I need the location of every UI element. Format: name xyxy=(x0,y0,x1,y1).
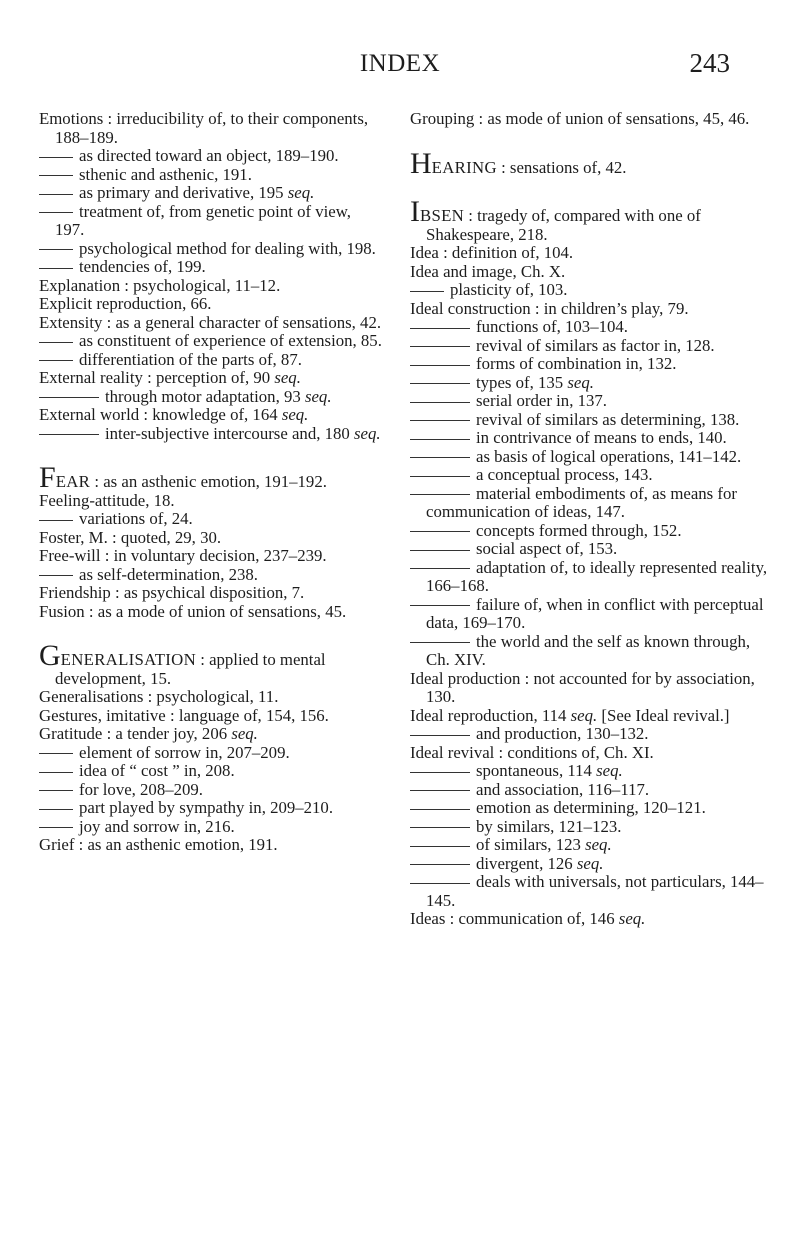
italic-text: seq. xyxy=(570,705,598,725)
section-gap xyxy=(410,177,770,203)
index-subentry xyxy=(39,166,384,185)
repeat-dash xyxy=(410,531,470,532)
index-entry xyxy=(39,529,384,548)
section-gap xyxy=(39,443,384,469)
index-subentry xyxy=(410,855,770,874)
heading-word: EAR xyxy=(55,472,91,491)
entry-text: : applied to mental development, 15. xyxy=(55,650,326,688)
index-entry xyxy=(39,110,384,147)
page-number: 243 xyxy=(689,48,730,78)
entry-text: as basis of logical operations, 141–142. xyxy=(476,446,742,466)
entry-text: : tragedy of, compared with one of Shakespeare, 218. xyxy=(426,206,701,244)
italic-text: seq. xyxy=(353,423,381,443)
repeat-dash xyxy=(39,809,73,810)
repeat-dash xyxy=(410,402,470,403)
entry-text: material embodiments of, as means for communication of ideas, 147. xyxy=(426,483,737,521)
initial-capital: G xyxy=(39,639,61,672)
repeat-dash xyxy=(410,420,470,421)
entry-text: functions of, 103–104. xyxy=(476,317,628,336)
entry-text: Gratitude : a tender joy, 206 xyxy=(39,724,228,743)
index-entry xyxy=(39,639,384,688)
entry-text: of similars, 123 xyxy=(476,835,581,854)
entry-text: the world and the self as known through, Ch. XIV. xyxy=(426,631,751,669)
heading-word: BSEN xyxy=(420,206,465,225)
entry-text: psychological method for dealing with, 198. xyxy=(79,238,376,258)
index-subentry xyxy=(39,203,384,240)
index-subentry xyxy=(39,744,384,763)
index-entry xyxy=(410,910,770,929)
index-subentry xyxy=(39,762,384,781)
right-index-column xyxy=(410,110,770,929)
entry-text: revival of similars as factor in, 128. xyxy=(476,335,715,355)
running-title: INDEX xyxy=(359,50,441,77)
index-subentry xyxy=(410,836,770,855)
heading-word: EARING xyxy=(431,157,497,177)
italic-text: seq. xyxy=(287,183,315,202)
italic-text: seq. xyxy=(281,405,309,424)
index-subentry xyxy=(410,466,770,485)
entry-text: in contrivance of means to ends, 140. xyxy=(476,428,727,447)
index-entry xyxy=(410,670,770,707)
repeat-dash xyxy=(410,346,470,347)
index-entry xyxy=(39,406,384,425)
index-subentry xyxy=(39,510,384,529)
entry-text: variations of, 24. xyxy=(79,509,193,528)
cross-reference: [See Ideal revival.] xyxy=(597,705,730,725)
index-entry xyxy=(39,584,384,603)
entry-text: differentiation of the parts of, 87. xyxy=(79,349,302,369)
repeat-dash xyxy=(39,434,99,435)
entry-text: Emotions : irreducibility of, to their components, 188–189. xyxy=(39,109,369,147)
entry-text: Gestures, imitative : language of, 154, 156. xyxy=(39,705,329,725)
entry-text: and association, 116–117. xyxy=(476,779,650,799)
entry-text: types of, 135 xyxy=(476,372,564,392)
index-subentry xyxy=(39,351,384,370)
repeat-dash xyxy=(410,568,470,569)
index-subentry xyxy=(39,425,384,444)
repeat-dash xyxy=(410,809,470,810)
entry-text: idea of “ cost ” in, 208. xyxy=(79,761,235,780)
entry-text: for love, 208–209. xyxy=(79,779,203,799)
entry-text: through motor adaptation, 93 xyxy=(105,386,301,406)
entry-text: as constituent of experience of extension, 85. xyxy=(79,331,382,350)
entry-text: inter-subjective intercourse and, 180 xyxy=(105,423,350,443)
index-entry xyxy=(410,146,770,180)
index-subentry xyxy=(410,429,770,448)
repeat-dash xyxy=(39,397,99,398)
entry-text: failure of, when in conflict with perceptual data, 169–170. xyxy=(426,594,764,632)
index-subentry xyxy=(39,566,384,585)
entry-text: by similars, 121–123. xyxy=(476,816,622,836)
italic-text: seq. xyxy=(576,853,604,873)
index-subentry xyxy=(410,633,770,670)
repeat-dash xyxy=(410,291,444,292)
entry-text: Foster, M. : quoted, 29, 30. xyxy=(39,527,222,547)
index-entry xyxy=(39,314,384,333)
italic-text: seq. xyxy=(304,386,332,406)
entry-text: : sensations of, 42. xyxy=(496,157,627,177)
repeat-dash xyxy=(410,383,470,384)
index-subentry xyxy=(410,818,770,837)
index-subentry xyxy=(410,540,770,559)
repeat-dash xyxy=(39,753,73,754)
index-entry xyxy=(39,369,384,388)
repeat-dash xyxy=(39,175,73,176)
repeat-dash xyxy=(410,494,470,495)
initial-capital: H xyxy=(410,146,432,180)
section-gap xyxy=(410,129,770,155)
index-subentry xyxy=(410,281,770,300)
index-subentry xyxy=(410,522,770,541)
index-subentry xyxy=(39,258,384,277)
entry-text: Generalisations : psychological, 11. xyxy=(39,687,279,706)
repeat-dash xyxy=(39,520,73,521)
initial-capital: I xyxy=(410,195,420,228)
index-subentry xyxy=(39,147,384,166)
repeat-dash xyxy=(39,827,73,828)
entry-text: joy and sorrow in, 216. xyxy=(79,816,235,836)
entry-text: Ideal reproduction, 114 xyxy=(410,705,567,725)
index-subentry xyxy=(410,392,770,411)
repeat-dash xyxy=(39,772,73,773)
index-entry xyxy=(39,707,384,726)
repeat-dash xyxy=(39,575,73,576)
entry-text: sthenic and asthenic, 191. xyxy=(79,164,252,184)
index-subentry xyxy=(410,799,770,818)
italic-text: seq. xyxy=(567,372,594,392)
entry-text: Free-will : in voluntary decision, 237–239. xyxy=(39,546,327,565)
repeat-dash xyxy=(410,605,470,606)
index-subentry xyxy=(410,337,770,356)
repeat-dash xyxy=(39,790,73,791)
index-entry xyxy=(39,688,384,707)
index-subentry xyxy=(410,781,770,800)
repeat-dash xyxy=(410,846,470,847)
entry-text: Feeling-attitude, 18. xyxy=(39,490,175,510)
index-subentry xyxy=(410,725,770,744)
entry-text: plasticity of, 103. xyxy=(450,280,568,299)
entry-text: Ideas : communication of, 146 xyxy=(410,909,615,928)
index-entry xyxy=(39,295,384,314)
repeat-dash xyxy=(410,735,470,736)
italic-text: seq. xyxy=(618,909,646,928)
index-entry xyxy=(410,195,770,244)
entry-text: social aspect of, 153. xyxy=(476,539,618,558)
index-entry xyxy=(410,707,770,726)
entry-text: adaptation of, to ideally represented reality, 166–168. xyxy=(426,557,768,595)
index-subentry xyxy=(410,355,770,374)
index-subentry xyxy=(39,240,384,259)
italic-text: seq. xyxy=(596,761,623,780)
index-subentry xyxy=(410,762,770,781)
index-subentry xyxy=(39,388,384,407)
repeat-dash xyxy=(410,439,470,440)
repeat-dash xyxy=(410,827,470,828)
entry-text: Explicit reproduction, 66. xyxy=(39,294,212,313)
index-subentry xyxy=(410,559,770,596)
index-subentry xyxy=(39,332,384,351)
section-gap xyxy=(39,621,384,647)
index-entry xyxy=(39,492,384,511)
initial-capital: F xyxy=(39,461,56,494)
repeat-dash xyxy=(39,342,73,343)
entry-text: tendencies of, 199. xyxy=(79,257,206,276)
index-subentry xyxy=(410,596,770,633)
page-header xyxy=(40,44,760,88)
entry-text: External reality : perception of, 90 xyxy=(39,368,271,387)
entry-text: : as an asthenic emotion, 191–192. xyxy=(90,472,327,491)
entry-text: Friendship : as psychical disposition, 7. xyxy=(39,583,305,602)
repeat-dash xyxy=(410,883,470,884)
repeat-dash xyxy=(39,212,73,213)
index-entry xyxy=(410,263,770,282)
heading-word: ENERALISATION xyxy=(60,650,197,669)
repeat-dash xyxy=(410,476,470,477)
entry-text: Ideal construction : in children’s play, 79. xyxy=(410,298,689,318)
index-entry xyxy=(410,744,770,763)
entry-text: element of sorrow in, 207–209. xyxy=(79,742,290,762)
italic-text: seq. xyxy=(274,368,301,387)
index-subentry xyxy=(410,448,770,467)
italic-text: seq. xyxy=(585,835,612,854)
index-subentry xyxy=(410,318,770,337)
italic-text: seq. xyxy=(231,724,258,743)
entry-text: as directed toward an object, 189–190. xyxy=(79,146,339,165)
entry-text: and production, 130–132. xyxy=(476,724,649,743)
index-subentry xyxy=(410,873,770,910)
repeat-dash xyxy=(410,642,470,643)
entry-text: part played by sympathy in, 209–210. xyxy=(79,798,334,817)
entry-text: treatment of, from genetic point of view, 197. xyxy=(55,201,351,239)
index-subentry xyxy=(410,411,770,430)
entry-text: as self-determination, 238. xyxy=(79,564,258,584)
entry-text: deals with universals, not particulars, 144–145. xyxy=(426,872,764,910)
repeat-dash xyxy=(410,365,470,366)
entry-text: Explanation : psychological, 11–12. xyxy=(39,275,281,295)
index-subentry xyxy=(410,374,770,393)
repeat-dash xyxy=(410,772,470,773)
entry-text: serial order in, 137. xyxy=(476,391,607,410)
repeat-dash xyxy=(410,457,470,458)
entry-text: revival of similars as determining, 138. xyxy=(476,409,740,429)
index-subentry xyxy=(39,781,384,800)
entry-text: forms of combination in, 132. xyxy=(476,354,677,373)
index-subentry xyxy=(39,799,384,818)
entry-text: Extensity : as a general character of sensations, 42. xyxy=(39,312,382,332)
entry-text: External world : knowledge of, 164 xyxy=(39,405,278,424)
entry-text: Ideal revival : conditions of, Ch. XI. xyxy=(410,742,654,762)
index-entry xyxy=(39,461,384,494)
index-entry xyxy=(39,547,384,566)
entry-text: a conceptual process, 143. xyxy=(476,465,653,484)
repeat-dash xyxy=(39,249,73,250)
entry-text: divergent, 126 xyxy=(476,853,573,873)
index-entry xyxy=(410,244,770,263)
repeat-dash xyxy=(410,550,470,551)
index-entry xyxy=(410,300,770,319)
index-entry xyxy=(410,110,770,129)
entry-text: Fusion : as a mode of union of sensations, 45. xyxy=(39,601,347,621)
entry-text: Idea : definition of, 104. xyxy=(410,243,574,262)
entry-text: Grouping : as mode of union of sensations, 45, 46. xyxy=(410,109,750,128)
entry-text: Ideal production : not accounted for by association, 130. xyxy=(410,668,755,706)
entry-text: concepts formed through, 152. xyxy=(476,520,682,540)
repeat-dash xyxy=(410,864,470,865)
index-entry xyxy=(39,836,384,855)
index-subentry xyxy=(39,184,384,203)
left-index-column xyxy=(39,110,384,855)
entry-text: spontaneous, 114 xyxy=(476,761,592,780)
entry-text: Grief : as an asthenic emotion, 191. xyxy=(39,835,278,854)
repeat-dash xyxy=(410,328,470,329)
index-entry xyxy=(39,725,384,744)
index-subentry xyxy=(39,818,384,837)
index-entry xyxy=(39,603,384,622)
repeat-dash xyxy=(39,157,73,158)
repeat-dash xyxy=(39,360,73,361)
entry-text: Idea and image, Ch. X. xyxy=(410,261,566,281)
repeat-dash xyxy=(39,268,73,269)
entry-text: emotion as determining, 120–121. xyxy=(476,798,706,817)
index-entry xyxy=(39,277,384,296)
repeat-dash xyxy=(410,790,470,791)
entry-text: as primary and derivative, 195 xyxy=(79,183,284,202)
repeat-dash xyxy=(39,194,73,195)
index-subentry xyxy=(410,485,770,522)
